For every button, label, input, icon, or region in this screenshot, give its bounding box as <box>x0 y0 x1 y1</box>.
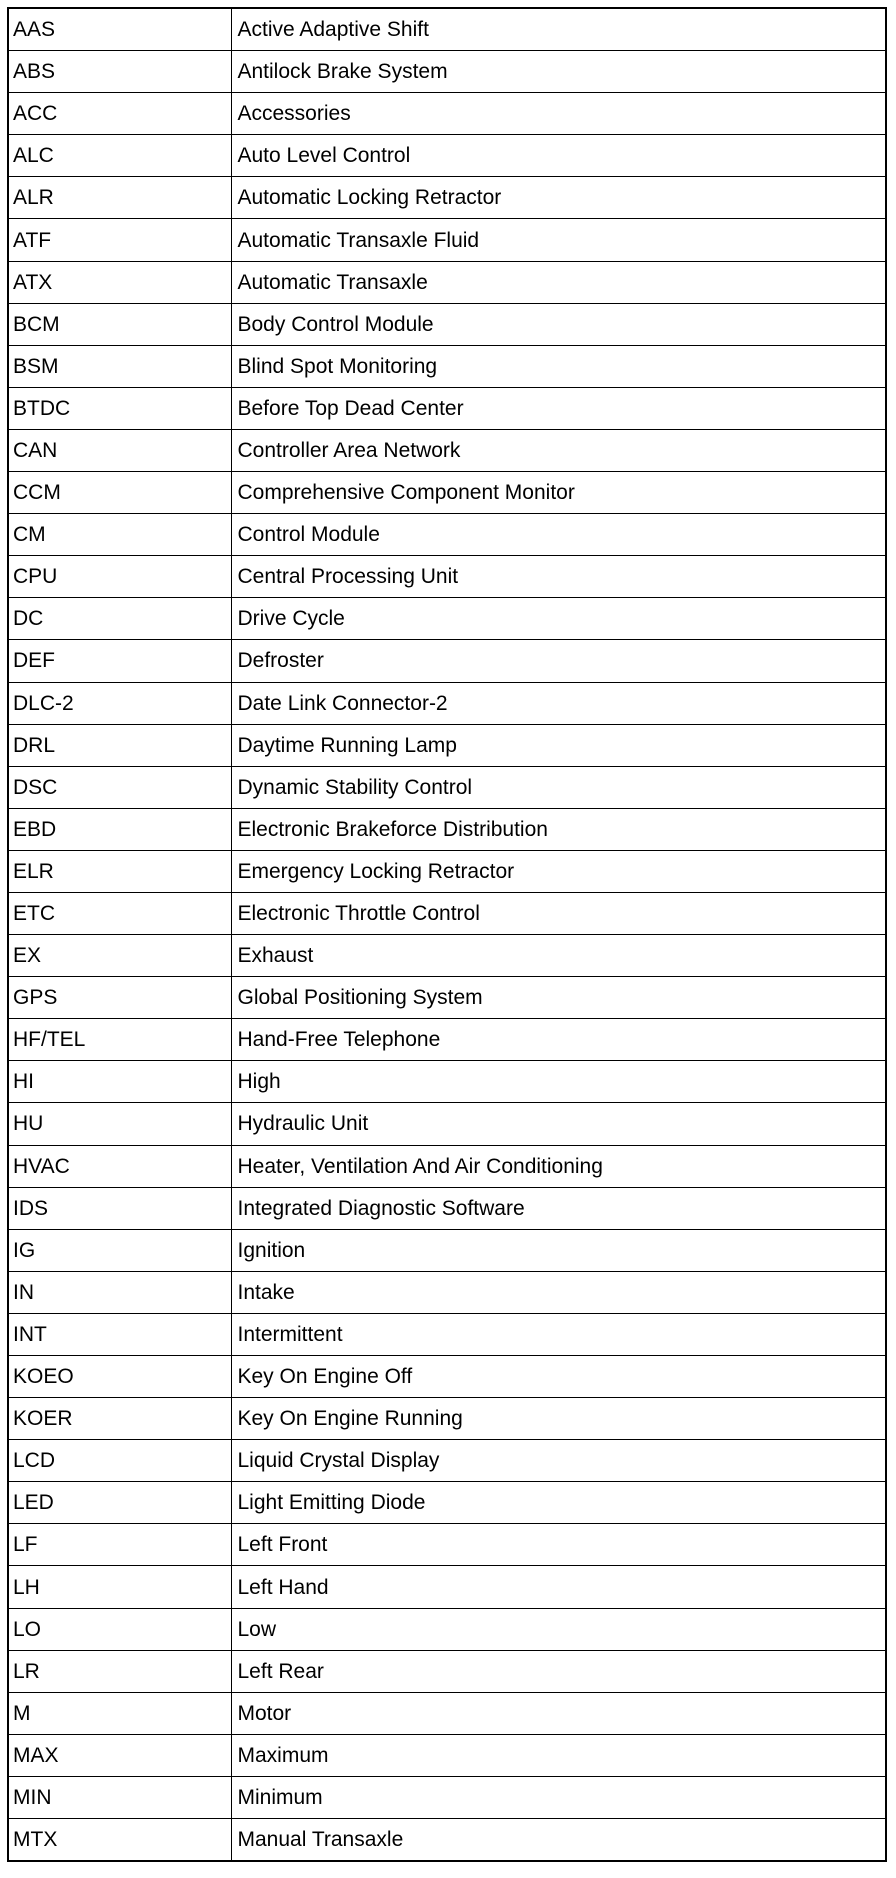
abbreviation-cell: DLC-2 <box>8 682 231 724</box>
abbreviation-cell: HVAC <box>8 1145 231 1187</box>
table-row <box>8 261 886 303</box>
meaning-cell: Maximum <box>231 1734 886 1776</box>
meaning-cell: Low <box>231 1608 886 1650</box>
meaning-cell: Drive Cycle <box>231 598 886 640</box>
abbreviation-cell: MTX <box>8 1819 231 1862</box>
table-row <box>8 1819 886 1862</box>
table-row <box>8 1229 886 1271</box>
abbreviation-cell: DSC <box>8 766 231 808</box>
meaning-cell: Global Positioning System <box>231 977 886 1019</box>
meaning-cell: Manual Transaxle <box>231 1819 886 1862</box>
abbreviation-cell: AAS <box>8 8 231 51</box>
meaning-cell: Left Front <box>231 1524 886 1566</box>
abbreviation-cell: EX <box>8 935 231 977</box>
abbreviation-cell: ATX <box>8 261 231 303</box>
table-row <box>8 219 886 261</box>
meaning-cell: Dynamic Stability Control <box>231 766 886 808</box>
abbreviation-cell: ALR <box>8 177 231 219</box>
abbreviation-cell: LF <box>8 1524 231 1566</box>
table-row <box>8 598 886 640</box>
table-row <box>8 850 886 892</box>
meaning-cell: Defroster <box>231 640 886 682</box>
table-row <box>8 1145 886 1187</box>
table-row <box>8 1692 886 1734</box>
abbreviation-cell: ACC <box>8 93 231 135</box>
table-row <box>8 1356 886 1398</box>
abbreviation-cell: EBD <box>8 808 231 850</box>
meaning-cell: Automatic Locking Retractor <box>231 177 886 219</box>
abbreviation-sheet <box>7 7 896 1878</box>
abbreviation-cell: LR <box>8 1650 231 1692</box>
abbreviation-cell: BTDC <box>8 387 231 429</box>
table-row <box>8 977 886 1019</box>
table-row <box>8 1019 886 1061</box>
table-row <box>8 892 886 934</box>
meaning-cell: Daytime Running Lamp <box>231 724 886 766</box>
meaning-cell: Left Hand <box>231 1566 886 1608</box>
meaning-cell: Emergency Locking Retractor <box>231 850 886 892</box>
meaning-cell: Key On Engine Running <box>231 1398 886 1440</box>
table-row <box>8 472 886 514</box>
table-row <box>8 1398 886 1440</box>
meaning-cell: Left Rear <box>231 1650 886 1692</box>
table-row <box>8 1482 886 1524</box>
table-row <box>8 1061 886 1103</box>
abbreviation-cell: HU <box>8 1103 231 1145</box>
abbreviation-cell: LH <box>8 1566 231 1608</box>
table-row <box>8 1566 886 1608</box>
abbreviation-cell: CAN <box>8 429 231 471</box>
abbreviation-cell: ELR <box>8 850 231 892</box>
meaning-cell: Electronic Brakeforce Distribution <box>231 808 886 850</box>
meaning-cell: Intake <box>231 1271 886 1313</box>
abbreviation-table-body <box>8 8 886 1861</box>
meaning-cell: Central Processing Unit <box>231 556 886 598</box>
meaning-cell: Controller Area Network <box>231 429 886 471</box>
table-row <box>8 135 886 177</box>
abbreviation-cell: IDS <box>8 1187 231 1229</box>
abbreviation-cell: ATF <box>8 219 231 261</box>
meaning-cell: Date Link Connector-2 <box>231 682 886 724</box>
meaning-cell: Liquid Crystal Display <box>231 1440 886 1482</box>
table-row <box>8 345 886 387</box>
table-row <box>8 1608 886 1650</box>
abbreviation-cell: LO <box>8 1608 231 1650</box>
table-row <box>8 1440 886 1482</box>
meaning-cell: Light Emitting Diode <box>231 1482 886 1524</box>
meaning-cell: Accessories <box>231 93 886 135</box>
abbreviation-cell: INT <box>8 1313 231 1355</box>
meaning-cell: Body Control Module <box>231 303 886 345</box>
table-row <box>8 1271 886 1313</box>
abbreviation-cell: LED <box>8 1482 231 1524</box>
table-row <box>8 303 886 345</box>
table-row <box>8 1650 886 1692</box>
table-row <box>8 51 886 93</box>
abbreviation-cell: CPU <box>8 556 231 598</box>
meaning-cell: Control Module <box>231 514 886 556</box>
table-row <box>8 766 886 808</box>
table-row <box>8 1734 886 1776</box>
abbreviation-cell: M <box>8 1692 231 1734</box>
abbreviation-cell: BCM <box>8 303 231 345</box>
table-row <box>8 556 886 598</box>
meaning-cell: Electronic Throttle Control <box>231 892 886 934</box>
table-row <box>8 1313 886 1355</box>
table-row <box>8 93 886 135</box>
abbreviation-cell: KOER <box>8 1398 231 1440</box>
table-row <box>8 640 886 682</box>
meaning-cell: Ignition <box>231 1229 886 1271</box>
meaning-cell: Automatic Transaxle Fluid <box>231 219 886 261</box>
abbreviation-cell: CM <box>8 514 231 556</box>
abbreviation-cell: DRL <box>8 724 231 766</box>
table-row <box>8 514 886 556</box>
table-row <box>8 1524 886 1566</box>
meaning-cell: Heater, Ventilation And Air Conditioning <box>231 1145 886 1187</box>
table-row <box>8 682 886 724</box>
table-row <box>8 724 886 766</box>
abbreviation-cell: MAX <box>8 1734 231 1776</box>
meaning-cell: Key On Engine Off <box>231 1356 886 1398</box>
table-row <box>8 808 886 850</box>
table-row <box>8 429 886 471</box>
abbreviation-table <box>7 7 887 1862</box>
abbreviation-cell: HI <box>8 1061 231 1103</box>
table-row <box>8 935 886 977</box>
abbreviation-cell: MIN <box>8 1776 231 1818</box>
abbreviation-cell: IG <box>8 1229 231 1271</box>
abbreviation-cell: KOEO <box>8 1356 231 1398</box>
meaning-cell: High <box>231 1061 886 1103</box>
abbreviation-cell: LCD <box>8 1440 231 1482</box>
meaning-cell: Before Top Dead Center <box>231 387 886 429</box>
meaning-cell: Hydraulic Unit <box>231 1103 886 1145</box>
abbreviation-cell: CCM <box>8 472 231 514</box>
table-row <box>8 1776 886 1818</box>
meaning-cell: Comprehensive Component Monitor <box>231 472 886 514</box>
meaning-cell: Minimum <box>231 1776 886 1818</box>
meaning-cell: Antilock Brake System <box>231 51 886 93</box>
abbreviation-cell: BSM <box>8 345 231 387</box>
table-row <box>8 1187 886 1229</box>
abbreviation-cell: DEF <box>8 640 231 682</box>
table-row <box>8 387 886 429</box>
meaning-cell: Intermittent <box>231 1313 886 1355</box>
meaning-cell: Integrated Diagnostic Software <box>231 1187 886 1229</box>
abbreviation-cell: GPS <box>8 977 231 1019</box>
table-row <box>8 177 886 219</box>
abbreviation-cell: IN <box>8 1271 231 1313</box>
table-row <box>8 8 886 51</box>
meaning-cell: Blind Spot Monitoring <box>231 345 886 387</box>
abbreviation-cell: HF/TEL <box>8 1019 231 1061</box>
table-row <box>8 1103 886 1145</box>
abbreviation-cell: ALC <box>8 135 231 177</box>
abbreviation-cell: ABS <box>8 51 231 93</box>
meaning-cell: Motor <box>231 1692 886 1734</box>
abbreviation-cell: DC <box>8 598 231 640</box>
meaning-cell: Hand-Free Telephone <box>231 1019 886 1061</box>
meaning-cell: Auto Level Control <box>231 135 886 177</box>
abbreviation-cell: ETC <box>8 892 231 934</box>
meaning-cell: Exhaust <box>231 935 886 977</box>
meaning-cell: Active Adaptive Shift <box>231 8 886 51</box>
meaning-cell: Automatic Transaxle <box>231 261 886 303</box>
